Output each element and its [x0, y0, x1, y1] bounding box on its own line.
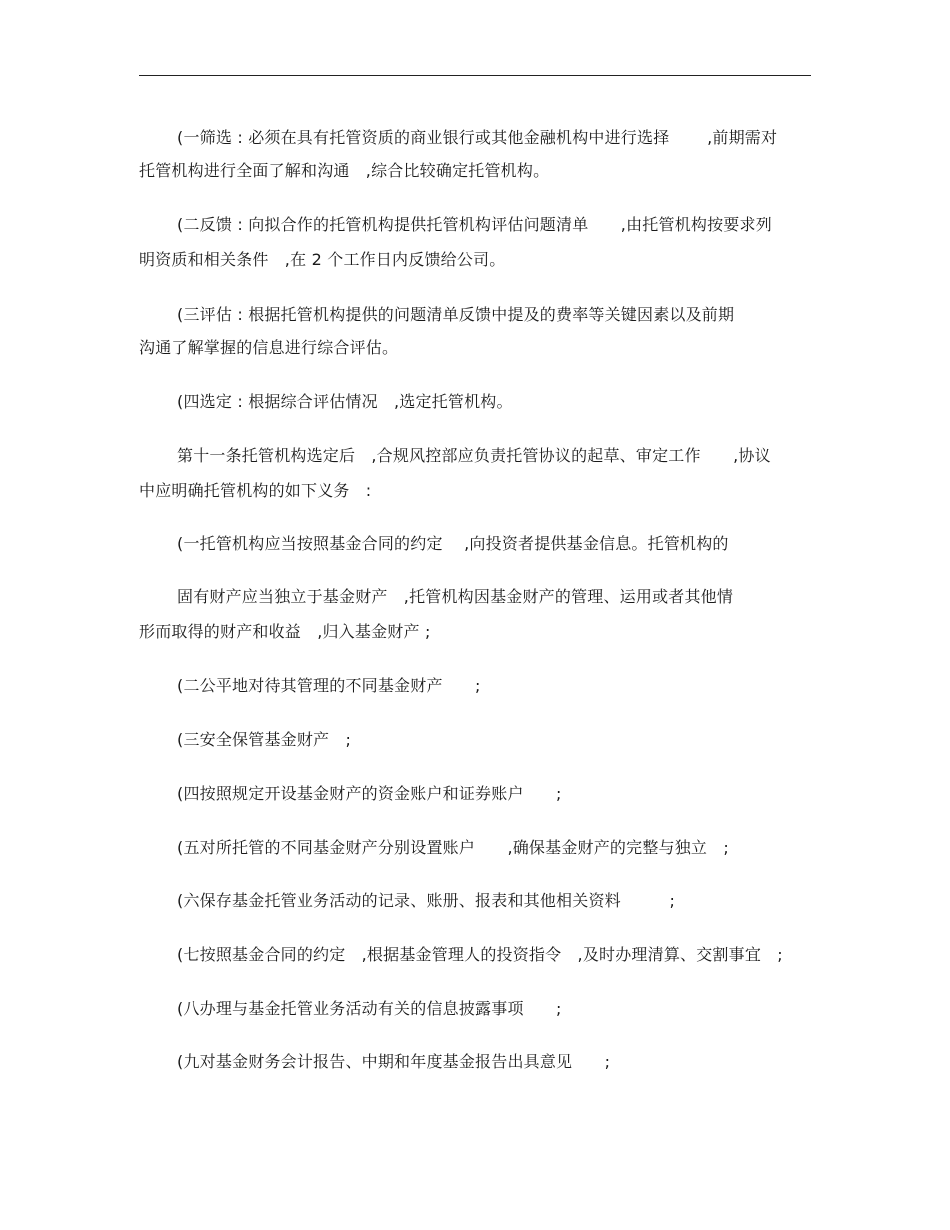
clause-3-evaluation-line-1: (三评估 : 根据托管机构提供的问题清单反馈中提及的费率等关键因素以及前期 [177, 305, 735, 324]
article-11-line-2: 中应明确托管机构的如下义务 : [139, 481, 372, 500]
clause-2-feedback-line-1: (二反馈 : 向拟合作的托管机构提供托管机构评估问题清单 ,由托管机构按要求列 [177, 215, 772, 234]
clause-1-screening-line-1: (一筛选 : 必须在具有托管资质的商业银行或其他金融机构中进行选择 ,前期需对 [177, 128, 778, 147]
duty-5-line: (五对所托管的不同基金财产分别设置账户 ,确保基金财产的完整与独立 ; [177, 838, 729, 857]
duty-1-line-2: 固有财产应当独立于基金财产 ,托管机构因基金财产的管理、运用或者其他情 [177, 587, 734, 606]
clause-1-screening-line-2: 托管机构进行全面了解和沟通 ,综合比较确定托管机构。 [139, 161, 550, 180]
duty-6-line: (六保存基金托管业务活动的记录、账册、报表和其他相关资料 ; [177, 891, 676, 910]
header-rule [139, 75, 811, 76]
duty-1-line-1: (一托管机构应当按照基金合同的约定 ,向投资者提供基金信息。托管机构的 [177, 534, 729, 553]
clause-3-evaluation-line-2: 沟通了解掌握的信息进行综合评估。 [139, 338, 399, 357]
duty-2-line: (二公平地对待其管理的不同基金财产 ; [177, 676, 481, 695]
duty-8-line: (八办理与基金托管业务活动有关的信息披露事项 ; [177, 999, 562, 1018]
clause-4-selection-line: (四选定 : 根据综合评估情况 ,选定托管机构。 [177, 392, 513, 411]
article-11-line-1: 第十一条托管机构选定后 ,合规风控部应负责托管协议的起草、审定工作 ,协议 [177, 446, 771, 465]
clause-2-feedback-line-2: 明资质和相关条件 ,在 2 个工作日内反馈给公司。 [139, 250, 506, 269]
duty-9-line: (九对基金财务会计报告、中期和年度基金报告出具意见 ; [177, 1052, 611, 1071]
duty-4-line: (四按照规定开设基金财产的资金账户和证券账户 ; [177, 784, 562, 803]
duty-7-line: (七按照基金合同的约定 ,根据基金管理人的投资指令 ,及时办理清算、交割事宜 ; [177, 945, 783, 964]
duty-1-line-3: 形而取得的财产和收益 ,归入基金财产 ; [139, 622, 431, 641]
duty-3-line: (三安全保管基金财产 ; [177, 730, 352, 749]
